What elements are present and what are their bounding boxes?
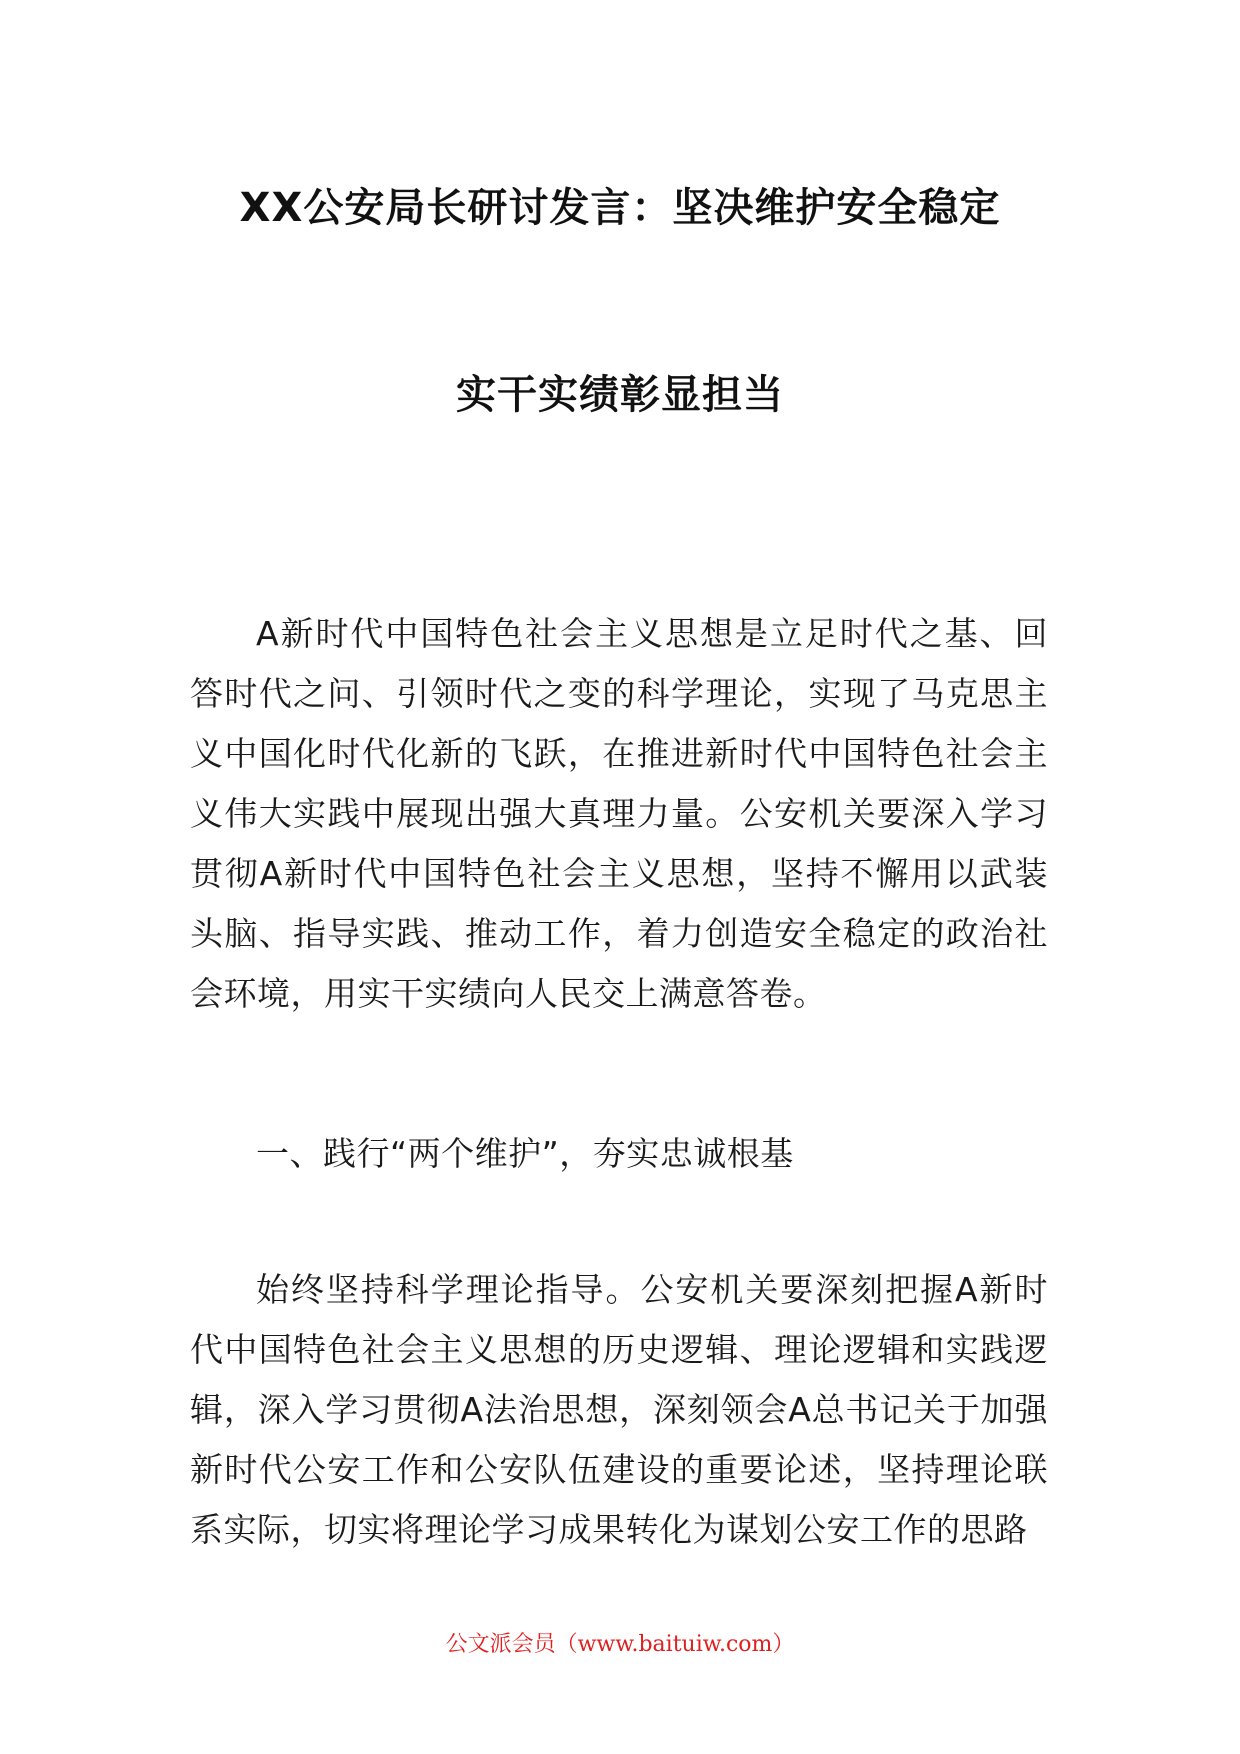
section-heading-1: 一、践行“两个维护”，夯实忠诚根基 <box>256 1134 794 1173</box>
document-title-line-1: XX公安局长研讨发言：坚决维护安全稳定 <box>239 185 1001 231</box>
document-title-line-2: 实干实绩彰显担当 <box>456 372 784 418</box>
intro-paragraph: A新时代中国特色社会主义思想是立足时代之基、回答时代之问、引领时代之变的科学理论，实现了马克思主义中国化时代化新的飞跃，在推进新时代中国特色社会主义伟大实践中展现出强大真理力量。公安机关要深入学习贯彻A新时代中国特色社会主义思想，坚持不懈用以武装头脑、指导实践、推动工作，着力创造安全稳定的政治社会环境，用实干实绩向人民交上满意答卷。 <box>190 614 1048 1013</box>
footer-watermark: 公文派会员（www.baituiw.com） <box>445 1632 795 1657</box>
section-1-paragraph: 始终坚持科学理论指导。公安机关要深刻把握A新时代中国特色社会主义思想的历史逻辑、理论逻辑和实践逻辑，深入学习贯彻A法治思想，深刻领会A总书记关于加强新时代公安工作和公安队伍建设的重要论述，坚持理论联系实际，切实将理论学习成果转化为谋划公安工作的思路 <box>190 1270 1048 1549</box>
